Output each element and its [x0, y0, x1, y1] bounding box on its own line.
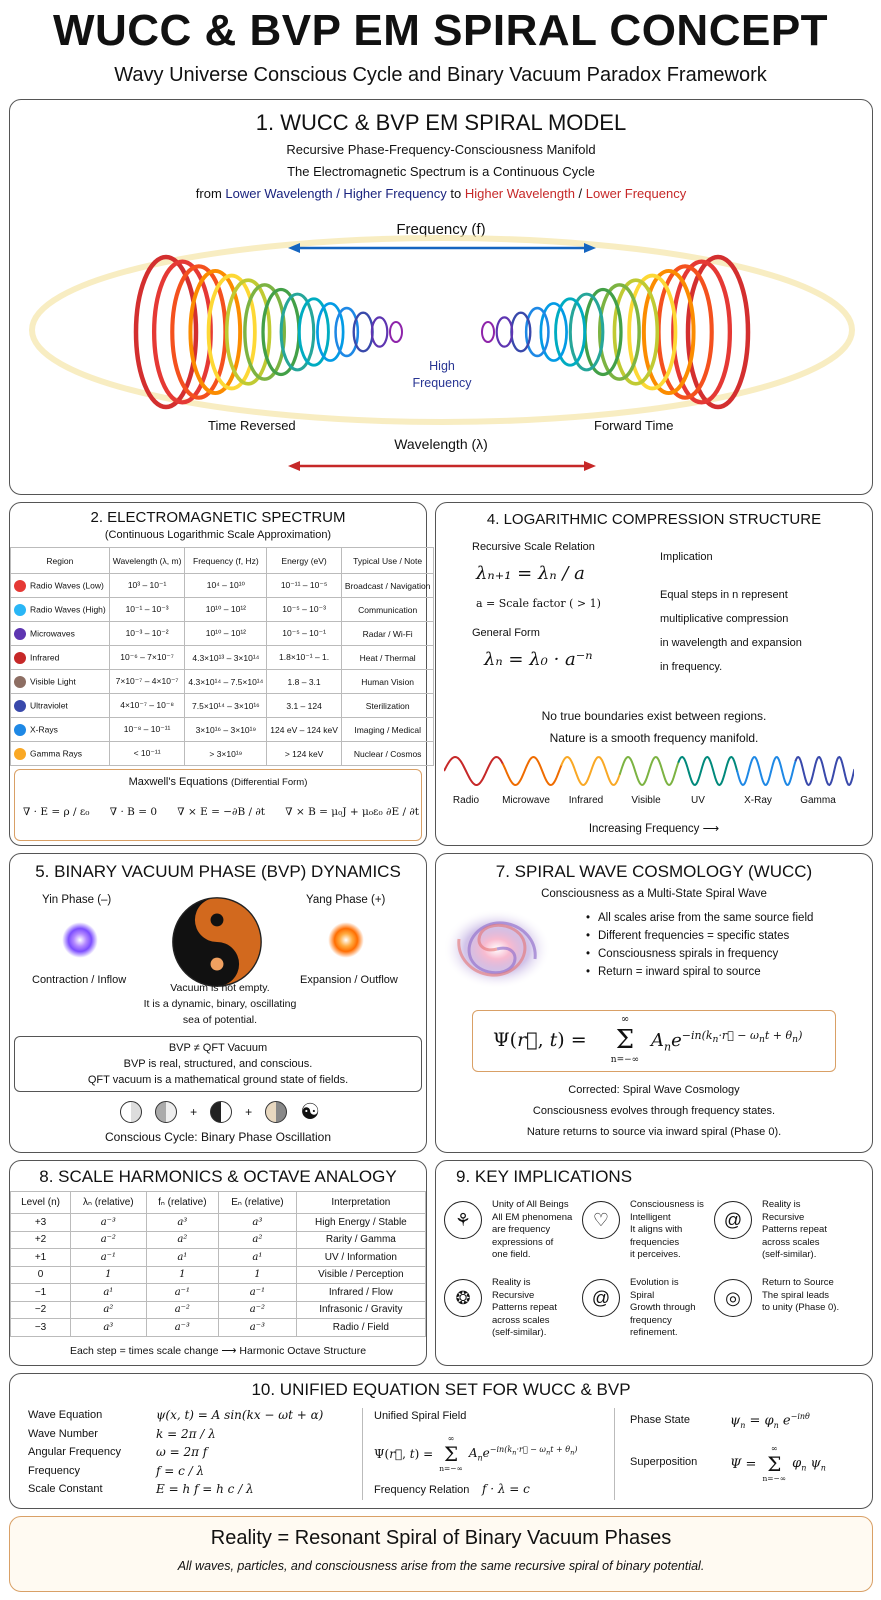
phase-state-equation: $\psi_n = \varphi_n$ $e^{-in\theta}$: [730, 1412, 810, 1430]
table-row: [11, 1284, 426, 1302]
equation: ω = 2π f: [156, 1445, 208, 1460]
table-cell: Microwaves: [11, 622, 110, 646]
spiral-ring: [136, 257, 196, 407]
table-cell: 1: [146, 1266, 219, 1284]
spiral-ring: [497, 317, 512, 346]
implication-text: Evolution is Spiral Growth through frequency refinement.: [630, 1277, 696, 1338]
table-cell: Radar / Wi-Fi: [341, 622, 434, 646]
section-title: 9. KEY IMPLICATIONS: [456, 1167, 633, 1186]
table-cell: 10⁻⁶ – 7×10⁻⁷: [109, 646, 185, 670]
scale-harmonics-table: [10, 1191, 426, 1337]
usf-label: Unified Spiral Field: [374, 1410, 467, 1422]
no-boundaries-text: No true boundaries exist between regions. Nature is a smooth frequency manifold.: [541, 709, 767, 745]
table-cell: Imaging / Medical: [341, 718, 434, 742]
superposition-label: Superposition: [630, 1456, 698, 1468]
table-cell: Heat / Thermal: [341, 646, 434, 670]
spiral-ring: [354, 313, 373, 352]
equation-row: [28, 1425, 358, 1444]
table-cell: UV / Information: [296, 1249, 425, 1267]
section-spiral-model: [9, 99, 873, 495]
table-cell: 10⁻⁸ – 10⁻¹¹: [109, 718, 185, 742]
section-unified-equations: [9, 1373, 873, 1509]
table-cell: 1.8 – 3.1: [267, 670, 342, 694]
table-cell: High Energy / Stable: [296, 1214, 425, 1232]
equation: k = 2π / λ: [156, 1426, 216, 1441]
galaxy-icon: [442, 906, 552, 992]
section-bvp-dynamics: [9, 853, 427, 1153]
table-cell: 7×10⁻⁷ – 4×10⁻⁷: [109, 670, 185, 694]
table-row: [11, 1301, 426, 1319]
subtitle-line: The Electromagnetic Spectrum is a Continuous Cycle: [287, 164, 595, 179]
table-cell: 10¹⁰ – 10¹²: [185, 598, 267, 622]
bolt-icon: [14, 724, 26, 736]
wave-segment: [737, 757, 796, 785]
table-cell: Human Vision: [341, 670, 434, 694]
table-cell: a⁻³: [146, 1319, 219, 1337]
table-row: [11, 1266, 426, 1284]
table-cell: a¹: [146, 1249, 219, 1267]
equation-row: [28, 1480, 358, 1499]
band-label: Infrared: [568, 795, 604, 806]
spiral-ring: [511, 313, 530, 352]
table-cell: a¹: [219, 1249, 297, 1267]
table-cell: a⁻²: [71, 1231, 146, 1249]
table-cell: a³: [71, 1319, 146, 1337]
high-frequency-label: High Frequency: [412, 359, 472, 390]
equation-label: Wave Number: [28, 1427, 98, 1440]
table-cell: Broadcast / Navigation: [341, 574, 434, 598]
table-cell: 0: [11, 1266, 71, 1284]
radio-icon: [14, 580, 26, 592]
table-cell: Nuclear / Cosmos: [341, 742, 434, 766]
table-cell: 10⁻¹¹ – 10⁻⁵: [267, 574, 342, 598]
rsr-label: Recursive Scale Relation: [472, 541, 595, 553]
wavelength-label: Wavelength (λ): [394, 436, 488, 452]
footer-banner: [9, 1516, 873, 1592]
table-row: [11, 1231, 426, 1249]
table-cell: X-Rays: [11, 718, 110, 742]
page-title: WUCC & BVP EM SPIRAL CONCEPT: [52, 6, 829, 55]
vacuum-text: Vacuum is not empty. It is a dynamic, binary, oscillating sea of potential.: [143, 982, 297, 1026]
table-cell: +1: [11, 1249, 71, 1267]
table-cell: 10¹⁰ – 10¹²: [185, 622, 267, 646]
table-cell: a⁻¹: [146, 1284, 219, 1302]
list-item: • Consciousness spirals in frequency: [586, 948, 813, 960]
table-cell: −2: [11, 1301, 71, 1319]
section-spiral-cosmology: [435, 853, 873, 1153]
subtitle-line: Recursive Phase-Frequency-Consciousness Manifold: [286, 142, 596, 157]
table-header: Frequency (f, Hz): [185, 548, 267, 574]
table-cell: −3: [11, 1319, 71, 1337]
band-label: Microwave: [502, 795, 550, 806]
equation-row: [28, 1443, 358, 1462]
table-header: Energy (eV): [267, 548, 342, 574]
general-form-label: General Form: [472, 627, 540, 639]
table-cell: a²: [71, 1301, 146, 1319]
maxwell-equations: ∇ · E = ρ / ε₀ ∇ · B = 0 ∇ × E = −∂B / ∂t ∇ × B = μ₀J + μ₀ε₀ ∂E / ∂t: [23, 806, 419, 818]
section-log-compression: [435, 502, 873, 846]
list-item: • All scales arise from the same source field: [586, 912, 813, 924]
table-cell: Infrasonic / Gravity: [296, 1301, 425, 1319]
corrected-text: Corrected: Spiral Wave Cosmology Consciousness evolves through frequency states. Nature returns to source via inward spiral (Phase 0).: [526, 1084, 782, 1138]
wave-equation-box: Ψ(r⃗, t) = ∞ Σ n=−∞ $A_ne^{-in(k_n\cdot r⃗ - \omega_nt + \theta_n)}$: [472, 1010, 836, 1072]
table-cell: Radio Waves (Low): [11, 574, 110, 598]
section-subtitle: Consciousness as a Multi-State Spiral Wave: [541, 888, 767, 900]
table-cell: −1: [11, 1284, 71, 1302]
table-cell: Visible Light: [11, 670, 110, 694]
thermometer-icon: [14, 652, 26, 664]
wave-segment: [444, 757, 503, 785]
phase-circle-icon: [210, 1101, 232, 1123]
phase-circle-icon: [265, 1101, 287, 1123]
band-label: UV: [691, 795, 705, 806]
table-cell: Visible / Perception: [296, 1266, 425, 1284]
table-cell: a²: [146, 1231, 219, 1249]
table-cell: 4×10⁻⁷ – 10⁻⁸: [109, 694, 185, 718]
wave-segment: [795, 757, 854, 785]
band-label: Visible: [631, 795, 661, 806]
general-form-equation: λₙ = λ₀ · a⁻ⁿ: [484, 649, 593, 670]
table-cell: a⁻²: [146, 1301, 219, 1319]
table-cell: 3×10¹⁶ – 3×10¹⁹: [185, 718, 267, 742]
antenna-icon: [14, 604, 26, 616]
table-header: Wavelength (λ, m): [109, 548, 185, 574]
table-row: [11, 742, 434, 766]
equation-row: [28, 1462, 358, 1481]
wave-segment: [561, 757, 620, 785]
recursive-equation: λₙ₊₁ = λₙ / a: [476, 563, 585, 584]
cosmology-bullets: [586, 912, 813, 984]
table-cell: a⁻¹: [219, 1284, 297, 1302]
table-cell: 10⁻¹ – 10⁻³: [109, 598, 185, 622]
footer-tagline: All waves, particles, and consciousness arise from the same recursive spiral of binary potential.: [177, 1559, 705, 1573]
table-cell: Communication: [341, 598, 434, 622]
implication-text: Return to Source The spiral leads to unity (Phase 0).: [762, 1277, 840, 1313]
section-em-spectrum: [9, 502, 431, 846]
table-cell: Infrared / Flow: [296, 1284, 425, 1302]
table-cell: 4.3×10¹⁴ – 7.5×10¹⁴: [185, 670, 267, 694]
table-cell: a²: [219, 1231, 297, 1249]
yang-orb-icon: [328, 922, 364, 958]
section-title: 10. UNIFIED EQUATION SET FOR WUCC & BVP: [251, 1380, 631, 1399]
table-row: [11, 646, 434, 670]
table-header: Level (n): [11, 1192, 71, 1214]
spiral-ring: [390, 322, 402, 342]
conscious-cycle-label: Conscious Cycle: Binary Phase Oscillation: [104, 1130, 332, 1144]
target-icon: ◎: [714, 1279, 752, 1317]
implication-label: Implication: [660, 551, 713, 563]
phase-circle-icon: [155, 1101, 177, 1123]
table-cell: 10⁴ – 10¹⁰: [185, 574, 267, 598]
table-cell: 124 eV – 124 keV: [267, 718, 342, 742]
table-row: [11, 622, 434, 646]
table-cell: Gamma Rays: [11, 742, 110, 766]
equation-label: Angular Frequency: [28, 1446, 121, 1459]
footer-headline: Reality = Resonant Spiral of Binary Vacuum Phases: [210, 1527, 672, 1549]
table-cell: a⁻³: [71, 1214, 146, 1232]
wave-segment: [620, 757, 679, 785]
heart-icon: ♡: [582, 1201, 620, 1239]
em-spectrum-table: [10, 547, 434, 766]
maxwell-box: [14, 769, 422, 841]
implication-text: Consciousness is Intelligent It aligns with frequencies it perceives.: [630, 1199, 704, 1260]
equation-label: Frequency: [28, 1464, 80, 1477]
increasing-frequency-label: Increasing Frequency ⟶: [588, 823, 720, 835]
table-row: [11, 1214, 426, 1232]
spiral-icon: @: [714, 1201, 752, 1239]
subtitle-line: from Lower Wavelength / Higher Frequency to Higher Wavelength / Lower Frequency: [195, 186, 687, 201]
table-row: [11, 1249, 426, 1267]
table-cell: 4.3×10¹³ – 3×10¹⁴: [185, 646, 267, 670]
yang-label: Yang Phase (+): [306, 894, 386, 906]
list-item: • Different frequencies = specific states: [586, 930, 813, 942]
maxwell-title: Maxwell's Equations (Differential Form): [128, 776, 308, 788]
scale-factor-def: a = Scale factor ( > 1): [476, 597, 601, 610]
usf-equation: Ψ(r⃗, t) = ∞ Σ n=−∞ $A_ne^{-in(k_n\cdot r⃗ - \omega_nt + \theta_n)}$: [374, 1434, 578, 1473]
microwave-icon: [14, 628, 26, 640]
section-key-implications: [435, 1160, 873, 1366]
table-cell: +2: [11, 1231, 71, 1249]
section-title: 2. ELECTROMAGNETIC SPECTRUM: [90, 509, 346, 526]
equation-label: Scale Constant: [28, 1483, 103, 1496]
table-cell: a⁻³: [219, 1319, 297, 1337]
phase-cycle-icons: [120, 1100, 320, 1124]
plus-icon: +: [245, 1105, 253, 1119]
arrow-right-icon: ⟶: [221, 1345, 237, 1357]
implication-text: Equal steps in n represent multiplicative compression in wavelength and expansion in frequency.: [660, 589, 802, 673]
implication-text: Reality is Recursive Patterns repeat across scales (self-similar).: [762, 1199, 827, 1260]
table-cell: a³: [219, 1214, 297, 1232]
yin-label: Yin Phase (–): [42, 894, 112, 906]
phase-circle-icon: [120, 1101, 142, 1123]
table-header: Interpretation: [296, 1192, 425, 1214]
section-title: 5. BINARY VACUUM PHASE (BVP) DYNAMICS: [35, 862, 401, 881]
spiral-out-icon: @: [582, 1279, 620, 1317]
list-item: • Return = inward spiral to source: [586, 966, 813, 978]
table-cell: a³: [146, 1214, 219, 1232]
table-cell: 1.8×10⁻¹ – 1.: [267, 646, 342, 670]
knot-icon: ⚘: [444, 1201, 482, 1239]
equation-label: Wave Equation: [28, 1409, 103, 1422]
spiral-ring: [209, 276, 255, 389]
phase-state-label: Phase State: [630, 1414, 690, 1426]
table-row: [11, 574, 434, 598]
table-cell: 10⁻⁵ – 10⁻¹: [267, 622, 342, 646]
section-title: 7. SPIRAL WAVE COSMOLOGY (WUCC): [495, 862, 813, 881]
section-title: 4. LOGARITHMIC COMPRESSION STRUCTURE: [486, 511, 822, 528]
spiral-ring: [688, 257, 748, 407]
fractal-icon: ❂: [444, 1279, 482, 1317]
table-header: fₙ (relative): [146, 1192, 219, 1214]
table-cell: 7.5×10¹⁴ – 3×10¹⁶: [185, 694, 267, 718]
table-header: Region: [11, 548, 110, 574]
table-cell: Rarity / Gamma: [296, 1231, 425, 1249]
bvp-qft-box: BVP ≠ QFT Vacuum BVP is real, structured, and conscious. QFT vacuum is a mathematical ground state of fields.: [14, 1036, 422, 1092]
frequency-label: Frequency (f): [396, 221, 486, 238]
page-subtitle: Wavy Universe Conscious Cycle and Binary Vacuum Paradox Framework: [114, 64, 767, 86]
table-row: [11, 670, 434, 694]
table-cell: 10³ – 10⁻¹: [109, 574, 185, 598]
table-cell: 10⁻³ – 10⁻²: [109, 622, 185, 646]
band-label: X-Ray: [744, 795, 772, 806]
implication-text: Unity of All Beings All EM phenomena are frequency expressions of one field.: [492, 1199, 573, 1260]
forward-time-label: Forward Time: [594, 418, 674, 433]
spiral-ring: [629, 276, 675, 389]
table-cell: Sterilization: [341, 694, 434, 718]
wave-segment: [503, 757, 562, 785]
table-cell: +3: [11, 1214, 71, 1232]
table-cell: 1: [71, 1266, 146, 1284]
superposition-equation: Ψ = ∞ Σ n=−∞ $\varphi_n$ $\psi_n$: [730, 1444, 826, 1483]
yin-yang-small-icon: ☯: [300, 1099, 320, 1124]
section-title: 1. WUCC & BVP EM SPIRAL MODEL: [255, 110, 627, 135]
table-header: Eₙ (relative): [219, 1192, 297, 1214]
arrow-right-icon: ⟶: [702, 823, 720, 835]
table-cell: 3.1 – 124: [267, 694, 342, 718]
table-row: [11, 694, 434, 718]
section-subtitle: (Continuous Logarithmic Scale Approximation): [104, 529, 332, 541]
table-header: Typical Use / Note: [341, 548, 434, 574]
spiral-ring: [372, 317, 387, 346]
table-cell: < 10⁻¹¹: [109, 742, 185, 766]
table-header: λₙ (relative): [71, 1192, 146, 1214]
implication-text: Reality is Recursive Patterns repeat across scales (self-similar).: [492, 1277, 557, 1338]
eye-icon: [14, 676, 26, 688]
table-cell: a⁻¹: [71, 1249, 146, 1267]
table-cell: > 124 keV: [267, 742, 342, 766]
table-cell: Infrared: [11, 646, 110, 670]
divider: [362, 1408, 363, 1500]
frequency-relation-equation: f · λ = c: [482, 1482, 530, 1496]
table-cell: 1: [219, 1266, 297, 1284]
sun-icon: [14, 700, 26, 712]
equation-row: [28, 1406, 358, 1425]
section-scale-harmonics: [9, 1160, 427, 1366]
plus-icon: +: [190, 1105, 198, 1119]
band-label: Gamma: [800, 795, 836, 806]
table-cell: > 3×10¹⁹: [185, 742, 267, 766]
time-reversed-label: Time Reversed: [208, 418, 296, 433]
table-row: [11, 598, 434, 622]
divider: [614, 1408, 615, 1500]
expansion-label: Expansion / Outflow: [300, 974, 398, 986]
table-cell: Ultraviolet: [11, 694, 110, 718]
yin-yang-icon: [171, 896, 263, 988]
spiral-ring: [482, 322, 494, 342]
table-cell: 10⁻⁵ – 10⁻³: [267, 598, 342, 622]
section-title: 8. SCALE HARMONICS & OCTAVE ANALOGY: [39, 1167, 397, 1186]
equation: E = h f = h c / λ: [156, 1482, 254, 1497]
frequency-wave: [444, 751, 854, 791]
table-row: [11, 718, 434, 742]
table-cell: Radio Waves (High): [11, 598, 110, 622]
table-cell: a⁻²: [219, 1301, 297, 1319]
wave-equations-list: [28, 1406, 358, 1499]
band-label: Radio: [452, 795, 480, 806]
yin-orb-icon: [62, 922, 98, 958]
frequency-relation-label: Frequency Relation: [374, 1484, 470, 1496]
radiation-icon: [14, 748, 26, 760]
table-row: [11, 1319, 426, 1337]
contraction-label: Contraction / Inflow: [32, 974, 127, 986]
table-cell: a¹: [71, 1284, 146, 1302]
wave-segment: [678, 757, 737, 785]
octave-footnote: Each step = times scale change ⟶ Harmonic Octave Structure: [69, 1345, 367, 1357]
band-labels: [436, 795, 874, 809]
equation: ψ(x, t) = A sin(kx − ωt + α): [156, 1408, 324, 1423]
equation: f = c / λ: [156, 1463, 205, 1478]
table-cell: Radio / Field: [296, 1319, 425, 1337]
